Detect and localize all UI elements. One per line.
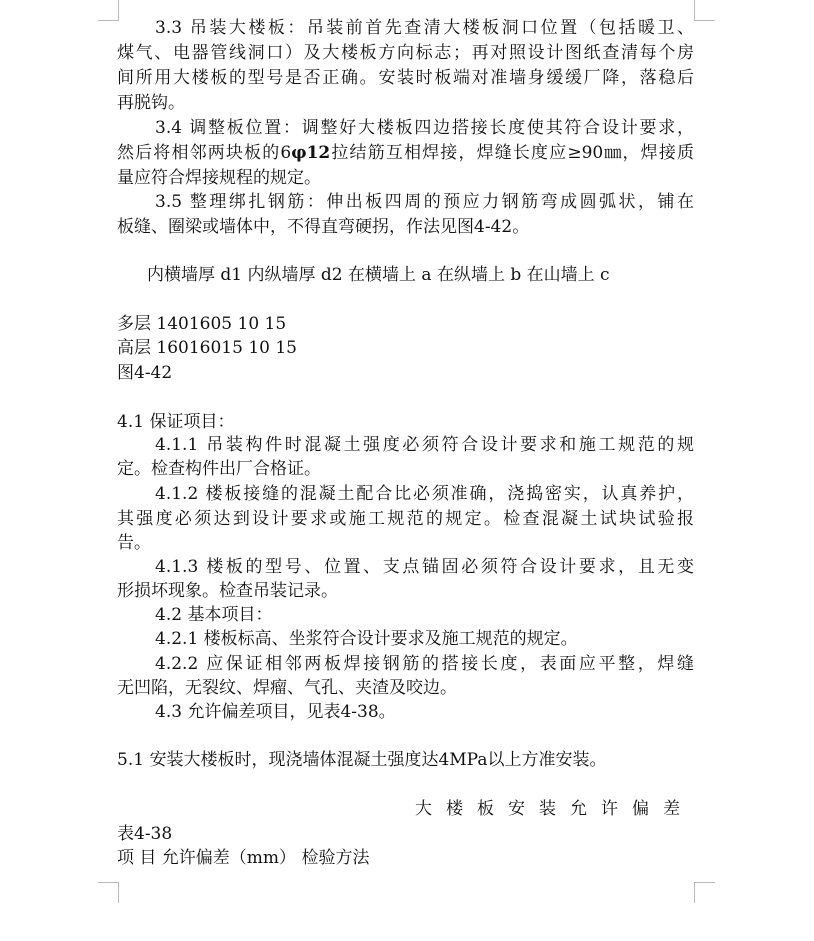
text-segment: 然后将相邻两块板的6	[117, 143, 292, 163]
item-4-1-1-line-2: 定。检查构件出厂合格证。	[117, 459, 321, 479]
section-4-3: 4.3 允许偏差项目，见表4-38。	[155, 702, 396, 722]
margin-mark-top-left	[98, 0, 119, 21]
item-4-1-2-line-3: 告。	[117, 533, 151, 553]
paragraph-3-3-line-2: 煤气、电器管线洞口）及大楼板方向标志；再对照设计图纸查清每个房	[117, 43, 694, 63]
paragraph-3-3-line-1: 3.3 吊装大楼板：吊装前首先查清大楼板洞口位置（包括暖卫、	[155, 18, 694, 38]
item-4-1-2-line-1: 4.1.2 楼板接缝的混凝土配合比必须准确，浇捣密实，认真养护，	[155, 484, 694, 504]
item-4-1-3-line-1: 4.1.3 楼板的型号、位置、支点锚固必须符合设计要求，且无变	[155, 557, 694, 577]
margin-mark-bottom-left	[98, 882, 119, 903]
section-5-1: 5.1 安装大楼板时，现浇墙体混凝土强度达4MPa以上方准安装。	[117, 750, 607, 770]
item-4-2-1: 4.2.1 楼板标高、坐浆符合设计要求及施工规范的规定。	[155, 629, 578, 649]
figure-caption: 图4-42	[117, 363, 173, 383]
rebar-spec: φ12	[291, 143, 331, 163]
paragraph-3-4-line-2	[117, 141, 694, 165]
paragraph-3-3-line-3: 间所用大楼板的型号是否正确。安装时板端对准墙身缓缓厂降，落稳后	[117, 68, 694, 88]
paragraph-3-4-line-3: 量应符合焊接规程的规定。	[117, 168, 321, 188]
paragraph-3-5-line-1: 3.5 整理绑扎钢筋：伸出板四周的预应力钢筋弯成圆弧状，铺在	[155, 192, 694, 212]
table-number: 表4-38	[117, 824, 173, 844]
table-title: 大楼板安装允许偏差	[415, 799, 694, 819]
text-segment: 拉结筋互相焊接，焊缝长度应≥90㎜，焊接质	[330, 143, 694, 163]
paragraph-3-4-line-1: 3.4 调整板位置：调整好大楼板四边搭接长度使其符合设计要求，	[155, 118, 694, 138]
paragraph-3-5-line-2: 板缝、圈梁或墙体中，不得直弯硬拐，作法见图4-42。	[117, 217, 530, 237]
item-4-2-2-line-2: 无凹陷，无裂纹、焊瘤、气孔、夹渣及咬边。	[117, 678, 457, 698]
figure-table-row-multistory: 多层 1401605 10 15	[117, 314, 287, 334]
margin-mark-bottom-right	[694, 882, 715, 903]
paragraph-3-3-line-4: 再脱钩。	[117, 93, 185, 113]
item-4-2-2-line-1: 4.2.2 应保证相邻两板焊接钢筋的搭接长度，表面应平整，焊缝	[155, 654, 694, 674]
figure-table-header: 内横墙厚 d1 内纵墙厚 d2 在横墙上 a 在纵墙上 b 在山墙上 c	[147, 265, 610, 285]
item-4-1-3-line-2: 形损坏现象。检查吊装记录。	[117, 581, 338, 601]
section-heading-4-1: 4.1 保证项目：	[117, 412, 235, 432]
item-4-1-2-line-2: 其强度必须达到设计要求或施工规范的规定。检查混凝土试块试验报	[117, 509, 694, 529]
table-column-headers: 项 目 允许偏差（mm） 检验方法	[117, 848, 370, 868]
item-4-1-1-line-1: 4.1.1 吊装构件时混凝土强度必须符合设计要求和施工规范的规	[155, 435, 694, 455]
section-heading-4-2: 4.2 基本项目：	[155, 605, 273, 625]
margin-mark-top-right	[694, 0, 715, 21]
figure-table-row-highrise: 高层 16016015 10 15	[117, 338, 298, 358]
